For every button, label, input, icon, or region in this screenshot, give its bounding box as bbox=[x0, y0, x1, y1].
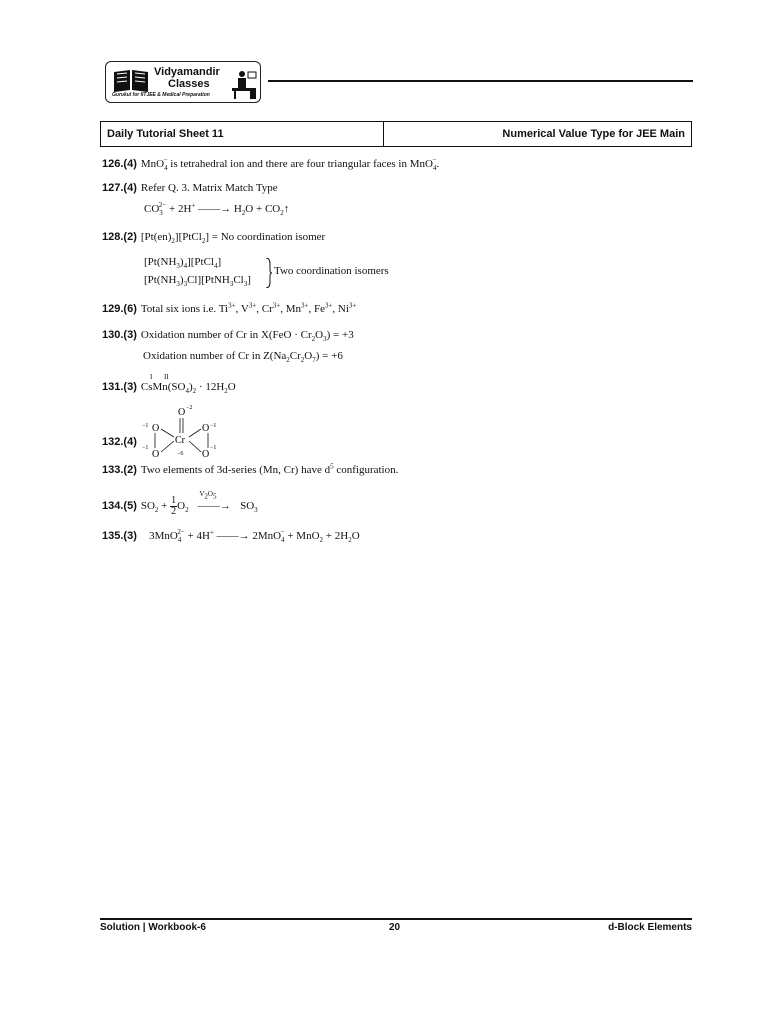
page-number: 20 bbox=[389, 922, 401, 933]
cro5-structure bbox=[138, 403, 228, 459]
student-desk-icon bbox=[230, 68, 258, 100]
answer-131: 131.(3) $CsMn(SO_4)_2 \cdot 12H_2O$ bbox=[102, 381, 236, 396]
brand-name-line2: Classes bbox=[168, 78, 210, 90]
answer-135: 135.(3) 3MnO$_4^{2-}$ + 4H+ ——→ $2MnO_4^- + MnO_2 + 2H_2O$ bbox=[102, 528, 360, 545]
answer-128: 128.(2) $[Pt(en)_2][PtCl_2] = No$ coordination isomer bbox=[102, 231, 326, 246]
sheet-header bbox=[100, 121, 692, 147]
answer-129: 129.(6) Total six ions i.e. $Ti^{3+}$, $V^{3+}$, $Cr^{3+}$, $Mn^{3+}$, $Fe^{3+}$, $Ni^{3+}$ bbox=[102, 301, 357, 315]
equation-127: $CO_3^{2-} + 2H^+$ ——→ $H_2O$ + $CO_2↑$ bbox=[144, 201, 290, 218]
sheet-title: Daily Tutorial Sheet 11 bbox=[101, 122, 384, 146]
svg-text:O: O bbox=[202, 423, 210, 434]
svg-text:O: O bbox=[152, 449, 160, 459]
brand-name-line1: Vidyamandir bbox=[154, 66, 220, 78]
bottom-rule bbox=[100, 918, 692, 920]
oxidation-state-I: I bbox=[150, 373, 153, 381]
svg-text:−1: −1 bbox=[142, 423, 149, 429]
answer-132: 132.(4) bbox=[102, 436, 137, 448]
answer-130: 130.(3) Oxidation number of Cr in $X(FeO \cdot Cr_2O_3) = +3$ bbox=[102, 329, 354, 344]
svg-text:O: O bbox=[178, 407, 186, 418]
svg-text:−6: −6 bbox=[177, 451, 184, 457]
top-rule bbox=[268, 80, 693, 82]
isomer-2: $[Pt(NH_3)_3Cl][PtNH_3Cl_3]$ bbox=[144, 274, 251, 289]
book-icon bbox=[112, 68, 150, 94]
answer-126: 126.(4) MnO$_4$− is tetrahedral ion and there are four triangular faces in MnO$_4$−. bbox=[102, 156, 440, 173]
svg-text:Cr: Cr bbox=[175, 435, 185, 446]
footer-left: Solution | Workbook-6 bbox=[100, 922, 206, 933]
answer-127: 127.(4) Refer Q. 3. Matrix Match Type bbox=[102, 182, 278, 194]
logo bbox=[105, 61, 261, 103]
svg-text:O: O bbox=[202, 449, 210, 459]
isomer-1: $[Pt(NH_3)_4][PtCl_4]$ bbox=[144, 256, 222, 271]
svg-text:−1: −1 bbox=[210, 445, 217, 451]
isomer-note: Two coordination isomers bbox=[274, 265, 389, 277]
svg-text:−1: −1 bbox=[142, 445, 149, 451]
footer-right: d-Block Elements bbox=[608, 922, 692, 933]
svg-text:−1: −1 bbox=[210, 423, 217, 429]
svg-text:O: O bbox=[152, 423, 160, 434]
answer-133: 133.(2) Two elements of 3d-series (Mn, Cr) have $d^5$ configuration. bbox=[102, 462, 399, 476]
svg-text:−2: −2 bbox=[186, 405, 193, 411]
brace-icon bbox=[266, 258, 272, 288]
oxidation-state-II: II bbox=[164, 373, 169, 381]
sheet-type: Numerical Value Type for JEE Main bbox=[502, 128, 685, 140]
answer-134: 134.(5) $SO_2 + 1$ $2O_2$ $V_2O_5$ ——→ $SO_3$ bbox=[102, 490, 258, 517]
brand-tagline: Gurukul for IITJEE & Medical Preparation bbox=[112, 92, 210, 98]
answer-130-line2: Oxidation number of Cr in $Z(Na_2Cr_2O_7) = +6$ bbox=[143, 350, 343, 365]
